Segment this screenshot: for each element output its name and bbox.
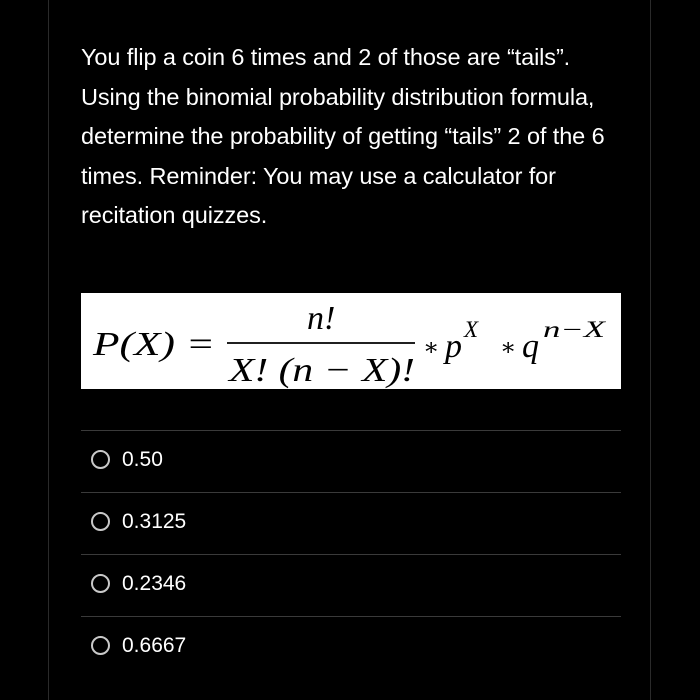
radio-button-icon[interactable] xyxy=(91,636,110,655)
answer-options xyxy=(81,430,621,678)
answer-option[interactable] xyxy=(81,492,621,554)
radio-button-icon[interactable] xyxy=(91,512,110,531)
formula-multiply-2: ∗ xyxy=(500,335,517,361)
answer-option-label: 0.50 xyxy=(122,448,163,471)
question-text: You flip a coin 6 times and 2 of those are “tails”. Using the binomial probability distribution formula, determine the probability of getting “tails” 2 of the 6 times. Reminder: You may use a calculator for recitation quizzes. xyxy=(81,44,605,228)
answer-option-label: 0.2346 xyxy=(122,572,187,595)
answer-option[interactable] xyxy=(81,616,621,678)
radio-button-icon[interactable] xyxy=(91,574,110,593)
formula-q-exponent: n−X xyxy=(543,317,607,342)
answer-option[interactable] xyxy=(81,430,621,492)
formula-numerator: n! xyxy=(307,300,336,337)
formula-p-base: p xyxy=(445,328,462,365)
formula-q-base: q xyxy=(522,328,539,365)
radio-button-icon[interactable] xyxy=(91,450,110,469)
formula-multiply-1: ∗ xyxy=(423,335,440,361)
formula-denominator: X! (n − X)! xyxy=(226,352,415,389)
binomial-formula-image xyxy=(81,293,621,389)
formula-lhs: P(X) = xyxy=(91,326,215,363)
formula-p-exponent: X xyxy=(464,317,479,342)
answer-option[interactable] xyxy=(81,554,621,616)
answer-option-label: 0.3125 xyxy=(122,510,187,533)
answer-option-label: 0.6667 xyxy=(122,634,187,657)
question-panel xyxy=(48,0,651,700)
